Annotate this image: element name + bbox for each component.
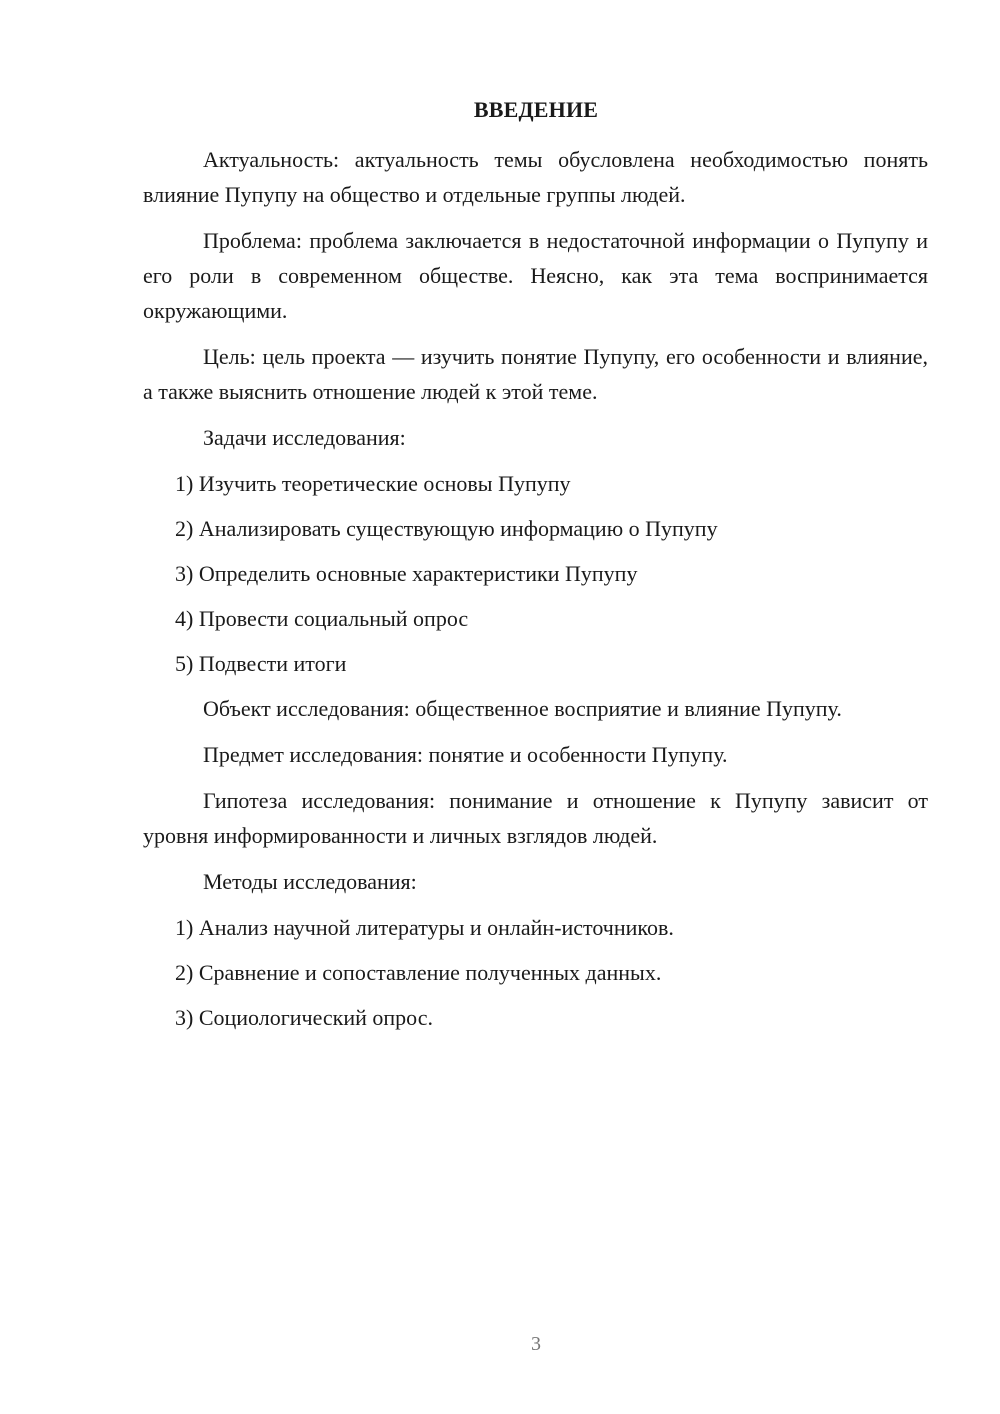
tasks-list [143,466,928,681]
methods-list [143,910,928,1035]
hypothesis-paragraph: Гипотеза исследования: понимание и отношение к Пупупу зависит от уровня информированности и личных взглядов людей. [143,788,928,848]
list-item: 3) Определить основные характеристики Пупупу [175,561,638,586]
list-item: 2) Сравнение и сопоставление полученных данных. [175,960,662,985]
list-item: 4) Провести социальный опрос [175,606,469,631]
list-item: 3) Социологический опрос. [175,1005,433,1030]
page-title: ВВЕДЕНИЕ [473,97,599,122]
goal-paragraph: Цель: цель проекта — изучить понятие Пупупу, его особенности и влияние, а также выяснить отношение людей к этой теме. [143,344,928,404]
object-paragraph: Объект исследования: общественное восприятие и влияние Пупупу. [203,696,842,721]
methods-heading: Методы исследования: [203,869,417,894]
subject-paragraph: Предмет исследования: понятие и особенности Пупупу. [203,742,728,767]
page-number: 3 [531,1333,541,1355]
problem-paragraph: Проблема: проблема заключается в недостаточной информации о Пупупу и его роли в современном обществе. Неясно, как эта тема воспринимается окружающими. [143,228,928,323]
document-body [143,142,928,1045]
list-item: 5) Подвести итоги [175,651,347,676]
list-item: 2) Анализировать существующую информацию о Пупупу [175,516,718,541]
list-item: 1) Изучить теоретические основы Пупупу [175,471,571,496]
relevance-paragraph: Актуальность: актуальность темы обусловлена необходимостью понять влияние Пупупу на общество и отдельные группы людей. [143,147,928,207]
list-item: 1) Анализ научной литературы и онлайн-источников. [175,915,674,940]
tasks-heading: Задачи исследования: [203,425,406,450]
